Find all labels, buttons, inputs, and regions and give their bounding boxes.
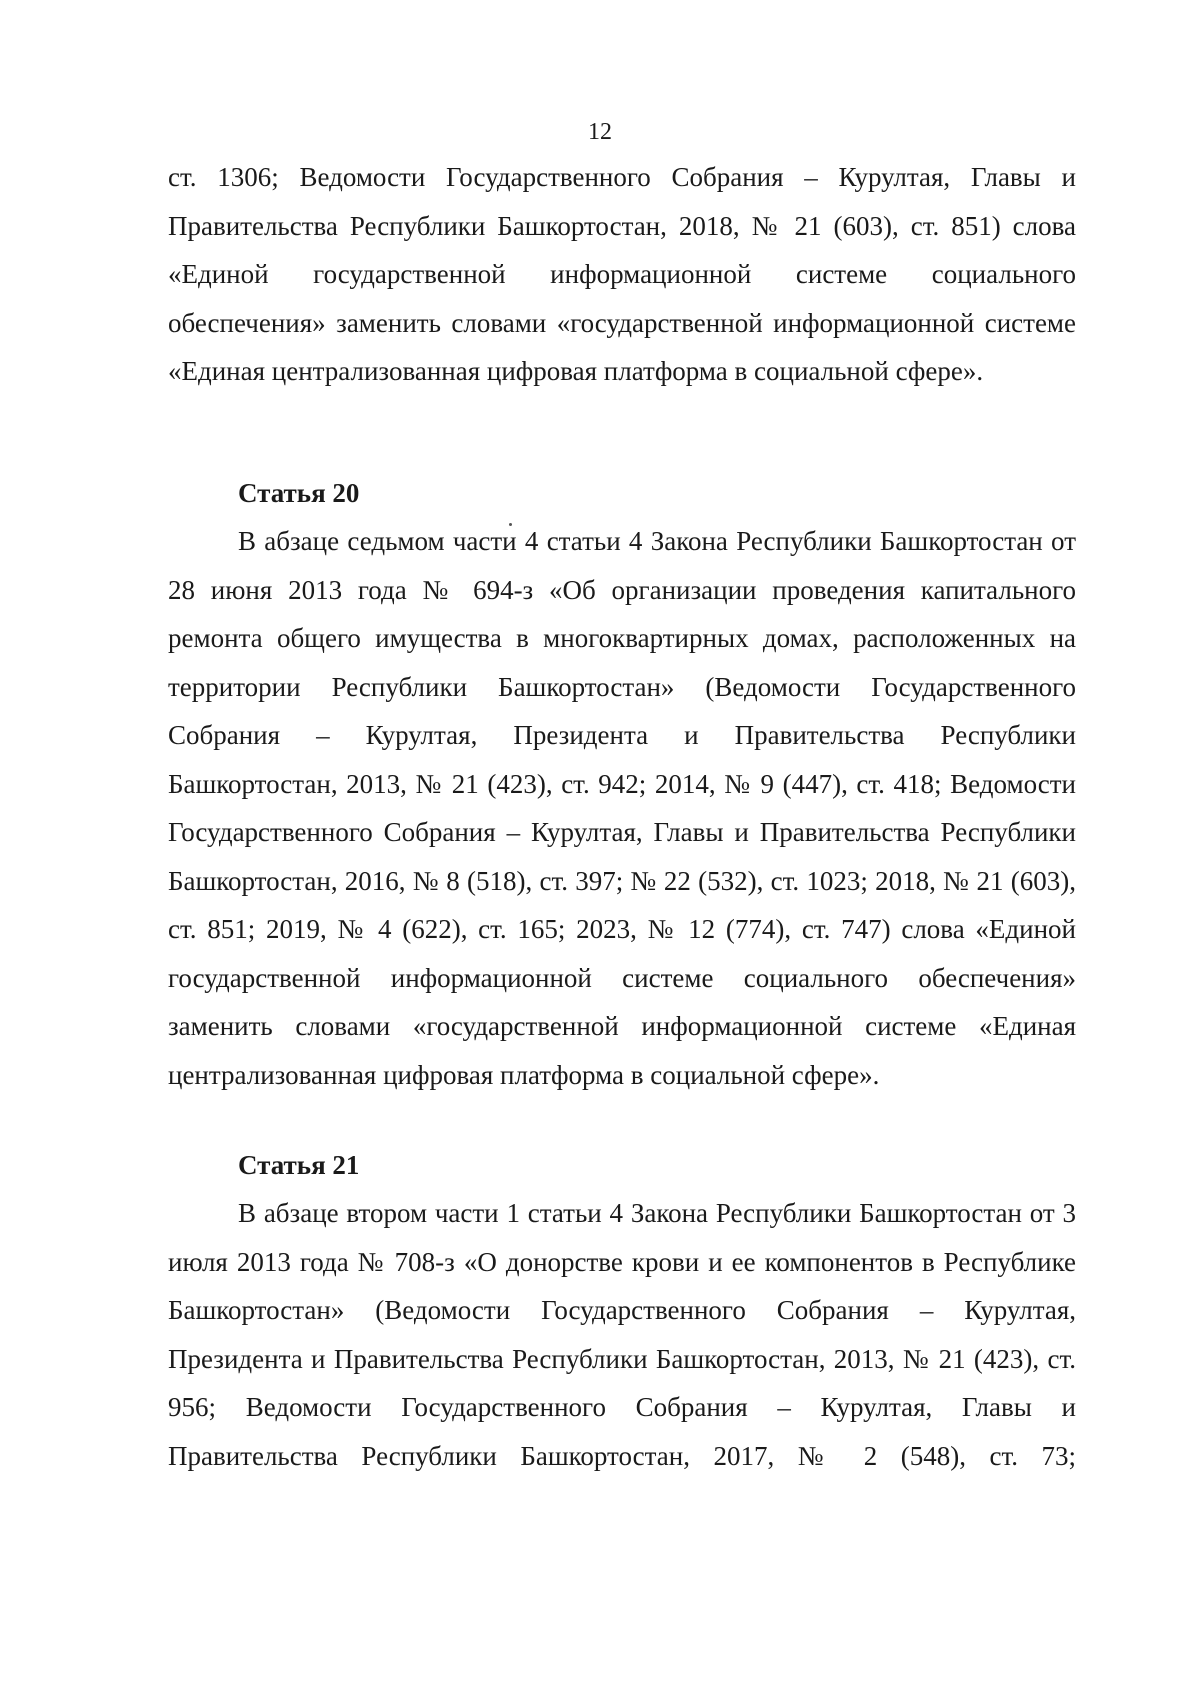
article-paragraph: В абзаце втором части 1 статьи 4 Закона Республики Башкортостан от 3 июля 2013 года № 708-з «О донорстве крови и ее компонентов в Республике Башкортостан» (Ведомости Государственного Собрания – Курултая, Президента и Правительства Республики Башкортостан, 2013, № 21 (423), ст. 956; Ведомости Государственного Собрания – Курултая, Главы и Правительства Республики Башкортостан, 2017, № 2 (548), ст. 73; xyxy=(168,1198,1076,1471)
page-number: 12 xyxy=(588,119,612,145)
article-paragraph: В абзаце седьмом части 4 статьи 4 Закона Республики Башкортостан от 28 июня 2013 года № 694-з «Об организации проведения капитального ремонта общего имущества в многоквартирных домах, расположенных на территории Республики Башкортостан» (Ведомости Государственного Собрания – Курултая, Президента и Правительства Республики Башкортостан, 2013, № 21 (423), ст. 942; 2014, № 9 (447), ст. 418; Ведомости Государственного Собрания – Курултая, Главы и Правительства Республики Башкортостан, 2016, № 8 (518), ст. 397; № 22 (532), ст. 1023; 2018, № 21 (603), ст. 851; 2019, № 4 (622), ст. 165; 2023, № 12 (774), ст. 747) слова «Единой государственной информационной системе социального обеспечения» заменить словами «государственной информационной системе «Единая централизованная цифровая платформа в социальной сфере». xyxy=(168,526,1076,1090)
article-21 xyxy=(168,1141,1076,1480)
continuation-block xyxy=(168,153,1076,396)
article-heading: Статья 20 xyxy=(238,478,360,508)
article-20 xyxy=(168,469,1076,1099)
continuation-paragraph: ст. 1306; Ведомости Государственного Собрания – Курултая, Главы и Правительства Республики Башкортостан, 2018, № 21 (603), ст. 851) слова «Единой государственной информационной системе социального обеспечения» заменить словами «государственной информационной системе «Единая централизованная цифровая платформа в социальной сфере». xyxy=(168,162,1076,386)
article-heading: Статья 21 xyxy=(238,1150,360,1180)
